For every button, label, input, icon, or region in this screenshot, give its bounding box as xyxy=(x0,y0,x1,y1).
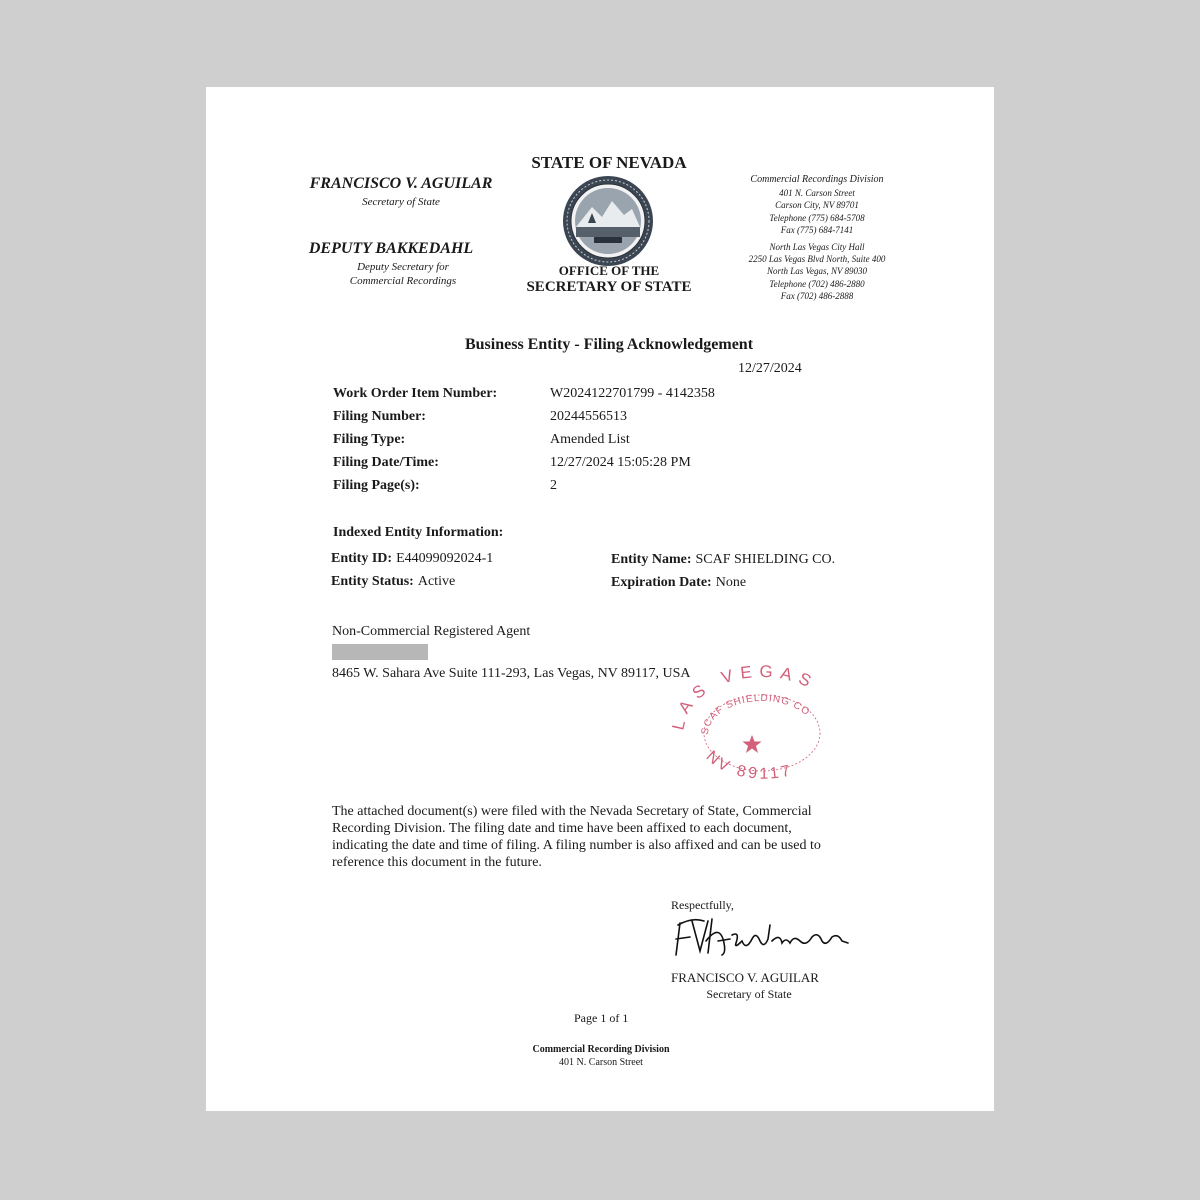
nlv-phone: Telephone (702) 486-2880 xyxy=(769,279,865,289)
nlv-address1: 2250 Las Vegas Blvd North, Suite 400 xyxy=(748,254,886,264)
secretary-name: FRANCISCO V. AGUILAR xyxy=(309,175,493,192)
filing-row xyxy=(333,478,783,501)
company-stamp xyxy=(670,665,854,793)
nlv-address2: North Las Vegas, NV 89030 xyxy=(766,266,868,276)
filing-details xyxy=(333,386,783,501)
carson-phone: Telephone (775) 684-5708 xyxy=(769,213,865,223)
entity-name xyxy=(611,550,835,568)
deputy-title-line1: Deputy Secretary for xyxy=(357,261,449,273)
filing-row xyxy=(333,432,783,455)
filing-row xyxy=(333,455,783,478)
office-line1: OFFICE OF THE xyxy=(558,263,660,278)
notice-line: indicating the date and time of filing. A filing number is also affixed and can be used to xyxy=(332,838,821,853)
footer-division: Commercial Recording Division xyxy=(532,1044,670,1055)
nlv-office: North Las Vegas City Hall xyxy=(769,242,865,252)
carson-address1: 401 N. Carson Street xyxy=(779,188,855,198)
svg-text:LAS VEGAS: LAS VEGAS xyxy=(670,665,821,732)
carson-address2: Carson City, NV 89701 xyxy=(775,200,859,210)
agent-type: Non-Commercial Registered Agent xyxy=(332,624,531,639)
expiration-value: None xyxy=(715,575,747,590)
deputy-title-line2: Commercial Recordings xyxy=(349,275,457,287)
svg-text:SCAF SHIELDING CO: SCAF SHIELDING CO xyxy=(699,692,812,736)
filing-label: Filing Number: xyxy=(333,409,426,424)
signer-name: FRANCISCO V. AGUILAR xyxy=(671,970,819,985)
entity-status xyxy=(331,572,455,590)
nevada-seal-icon xyxy=(562,175,654,267)
filing-label: Filing Page(s): xyxy=(333,478,420,493)
notice-line: reference this document in the future. xyxy=(332,855,542,870)
expiration-date xyxy=(611,573,746,591)
division-name: Commercial Recordings Division xyxy=(750,174,884,185)
footer-address: 401 N. Carson Street xyxy=(559,1057,643,1068)
filing-notice xyxy=(332,803,862,871)
filing-row xyxy=(333,386,783,409)
filing-row xyxy=(333,409,783,432)
entity-id-label: Entity ID: xyxy=(331,551,393,566)
entity-id-value: E44099092024-1 xyxy=(396,551,494,566)
state-seal xyxy=(562,175,654,267)
signature-icon xyxy=(672,913,862,963)
entity-status-value: Active xyxy=(417,574,456,589)
svg-text:NV 89117: NV 89117 xyxy=(702,747,795,783)
office-line2: SECRETARY OF STATE xyxy=(526,279,692,295)
redacted-agent-name xyxy=(332,644,428,660)
document-page xyxy=(206,87,994,1111)
company-stamp-seal-icon xyxy=(670,665,854,793)
filing-value: 12/27/2024 15:05:28 PM xyxy=(550,455,691,470)
expiration-label: Expiration Date: xyxy=(611,575,712,590)
page-number: Page 1 of 1 xyxy=(574,1011,629,1025)
notice-line: Recording Division. The filing date and time have been affixed to each document, xyxy=(332,821,792,836)
secretary-title: Secretary of State xyxy=(362,196,440,208)
signer-title: Secretary of State xyxy=(706,987,792,1001)
filing-label: Filing Date/Time: xyxy=(333,455,439,470)
entity-heading: Indexed Entity Information: xyxy=(333,525,504,540)
filing-value: Amended List xyxy=(550,432,630,447)
entity-name-value: SCAF SHIELDING CO. xyxy=(695,552,836,567)
agent-address: 8465 W. Sahara Ave Suite 111-293, Las Vegas, NV 89117, USA xyxy=(332,666,691,681)
entity-name-label: Entity Name: xyxy=(611,552,692,567)
filing-label: Work Order Item Number: xyxy=(333,386,498,401)
closing: Respectfully, xyxy=(671,898,734,912)
notice-line: The attached document(s) were filed with the Nevada Secretary of State, Commercial xyxy=(332,804,812,819)
filing-value: 2 xyxy=(550,478,557,493)
nlv-fax: Fax (702) 486-2888 xyxy=(780,291,854,301)
filing-value: W2024122701799 - 4142358 xyxy=(550,386,715,401)
document-date: 12/27/2024 xyxy=(738,361,802,376)
signature xyxy=(672,913,862,963)
filing-label: Filing Type: xyxy=(333,432,406,447)
entity-status-label: Entity Status: xyxy=(331,574,414,589)
entity-id xyxy=(331,549,493,567)
deputy-name: DEPUTY BAKKEDAHL xyxy=(308,240,474,257)
filing-value: 20244556513 xyxy=(550,409,627,424)
document-title: Business Entity - Filing Acknowledgement xyxy=(464,336,754,353)
state-heading: STATE OF NEVADA xyxy=(531,153,687,172)
carson-fax: Fax (775) 684-7141 xyxy=(780,225,854,235)
